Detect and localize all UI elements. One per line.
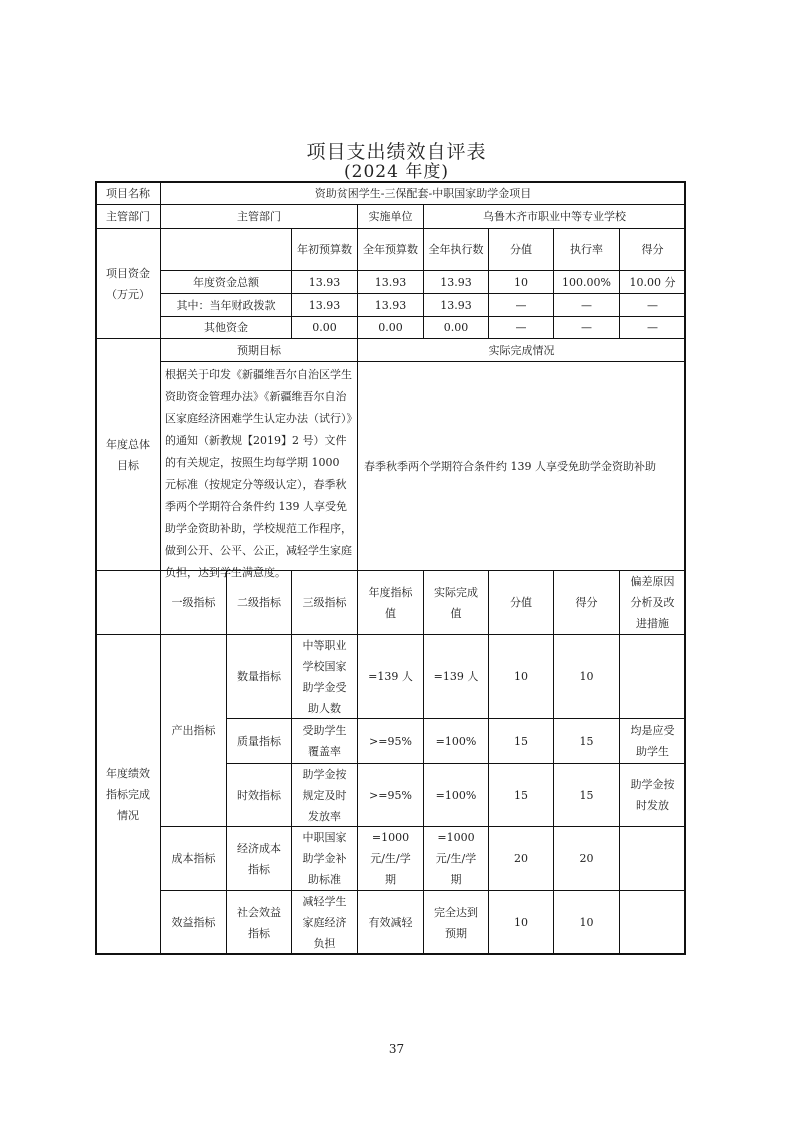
perf-level3: 受助学生覆盖率 — [291, 718, 358, 764]
funds-cell: 13.93 — [423, 270, 489, 294]
funds-cell: — — [619, 316, 686, 339]
funds-header-col: 年初预算数 — [291, 228, 358, 271]
perf-actual: =100% — [423, 763, 489, 827]
funds-cell: — — [488, 293, 554, 317]
funds-header-col: 执行率 — [553, 228, 620, 271]
funds-cell: 100.00% — [553, 270, 620, 294]
perf-header-col: 偏差原因分析及改进措施 — [619, 570, 686, 635]
page-number: 37 — [388, 1042, 405, 1056]
perf-target: =139 人 — [357, 634, 424, 719]
perf-level1-cost: 成本指标 — [160, 826, 227, 891]
funds-cell: — — [553, 316, 620, 339]
perf-score-value: 20 — [488, 826, 554, 891]
perf-score: 10 — [553, 890, 620, 955]
perf-score: 15 — [553, 718, 620, 764]
goal-actual-text: 春季秋季两个学期符合条件约 139 人享受免助学金资助补助 — [357, 361, 686, 571]
perf-level3: 助学金按规定及时发放率 — [291, 763, 358, 827]
impl-value: 乌鲁木齐市职业中等专业学校 — [423, 204, 686, 229]
perf-level1-output: 产出指标 — [160, 634, 227, 827]
goal-label: 年度总体 目标 — [95, 338, 161, 571]
funds-header-col: 得分 — [619, 228, 686, 271]
perf-level3: 减轻学生家庭经济负担 — [291, 890, 358, 955]
perf-score-value: 15 — [488, 718, 554, 764]
perf-score: 20 — [553, 826, 620, 891]
perf-actual: =100% — [423, 718, 489, 764]
perf-label: 年度绩效 指标完成 情况 — [95, 634, 161, 955]
perf-actual: 完全达到预期 — [423, 890, 489, 955]
perf-level3: 中等职业学校国家助学金受助人数 — [291, 634, 358, 719]
funds-cell: 10 — [488, 270, 554, 294]
funds-cell: 13.93 — [423, 293, 489, 317]
perf-level3: 中职国家助学金补助标准 — [291, 826, 358, 891]
project-name-label: 项目名称 — [95, 181, 161, 205]
perf-score-value: 10 — [488, 634, 554, 719]
perf-level2: 质量指标 — [226, 718, 292, 764]
goal-expected-text: 根据关于印发《新疆维吾尔自治区学生资助资金管理办法》《新疆维吾尔自治区家庭经济困难学生认定办法（试行）》的通知（新教规【2019】2 号）文件的有关规定，按照生均每学期 1000 元标准（按规定分等级认定），春季秋季两个学期符合条件约 139 人享受免助学金资助补助，学校规范工作程序，做到公开、公平、公正，减轻学生家庭负担，达到学生满意度。 — [160, 361, 358, 571]
doc-subtitle: (2024 年度) — [344, 162, 449, 182]
perf-header-col: 年度指标值 — [357, 570, 424, 635]
goal-actual-header: 实际完成情况 — [357, 338, 686, 362]
perf-header-col: 三级指标 — [291, 570, 358, 635]
perf-note — [619, 890, 686, 955]
funds-row-label: 其中：当年财政拨款 — [160, 293, 292, 317]
impl-label: 实施单位 — [357, 204, 424, 229]
funds-header-col: 全年预算数 — [357, 228, 424, 271]
doc-title: 项目支出绩效自评表 — [306, 141, 487, 163]
perf-note: 均是应受助学生 — [619, 718, 686, 764]
funds-cell: 13.93 — [357, 270, 424, 294]
project-name-value: 资助贫困学生-三保配套-中职国家助学金项目 — [160, 181, 686, 205]
perf-header-col: 二级指标 — [226, 570, 292, 635]
perf-actual: =139 人 — [423, 634, 489, 719]
goal-expected-header: 预期目标 — [160, 338, 358, 362]
dept-value: 主管部门 — [160, 204, 358, 229]
funds-header-col: 分值 — [488, 228, 554, 271]
funds-label: 项目资金 （万元） — [95, 228, 161, 339]
funds-cell: 0.00 — [423, 316, 489, 339]
perf-header-col: 一级指标 — [160, 570, 227, 635]
funds-cell: — — [488, 316, 554, 339]
perf-level2: 时效指标 — [226, 763, 292, 827]
perf-target: 有效减轻 — [357, 890, 424, 955]
perf-score-value: 10 — [488, 890, 554, 955]
perf-note — [619, 826, 686, 891]
perf-header-blank — [95, 570, 161, 635]
perf-note — [619, 634, 686, 719]
funds-row-label: 其他资金 — [160, 316, 292, 339]
perf-score: 10 — [553, 634, 620, 719]
perf-level1-benefit: 效益指标 — [160, 890, 227, 955]
funds-cell: 13.93 — [291, 293, 358, 317]
funds-cell: 10.00 分 — [619, 270, 686, 294]
perf-target: =1000 元/生/学期 — [357, 826, 424, 891]
perf-target: >=95% — [357, 763, 424, 827]
funds-cell: — — [619, 293, 686, 317]
perf-note: 助学金按时发放 — [619, 763, 686, 827]
funds-header-blank — [160, 228, 292, 271]
perf-header-col: 得分 — [553, 570, 620, 635]
perf-actual: =1000 元/生/学期 — [423, 826, 489, 891]
funds-cell: 13.93 — [291, 270, 358, 294]
perf-level2: 数量指标 — [226, 634, 292, 719]
perf-score-value: 15 — [488, 763, 554, 827]
funds-cell: 0.00 — [291, 316, 358, 339]
perf-level2: 社会效益指标 — [226, 890, 292, 955]
dept-label: 主管部门 — [95, 204, 161, 229]
perf-header-col: 分值 — [488, 570, 554, 635]
perf-score: 15 — [553, 763, 620, 827]
perf-header-col: 实际完成值 — [423, 570, 489, 635]
funds-cell: — — [553, 293, 620, 317]
perf-target: >=95% — [357, 718, 424, 764]
perf-level2: 经济成本指标 — [226, 826, 292, 891]
funds-cell: 0.00 — [357, 316, 424, 339]
funds-row-label: 年度资金总额 — [160, 270, 292, 294]
funds-cell: 13.93 — [357, 293, 424, 317]
funds-header-col: 全年执行数 — [423, 228, 489, 271]
